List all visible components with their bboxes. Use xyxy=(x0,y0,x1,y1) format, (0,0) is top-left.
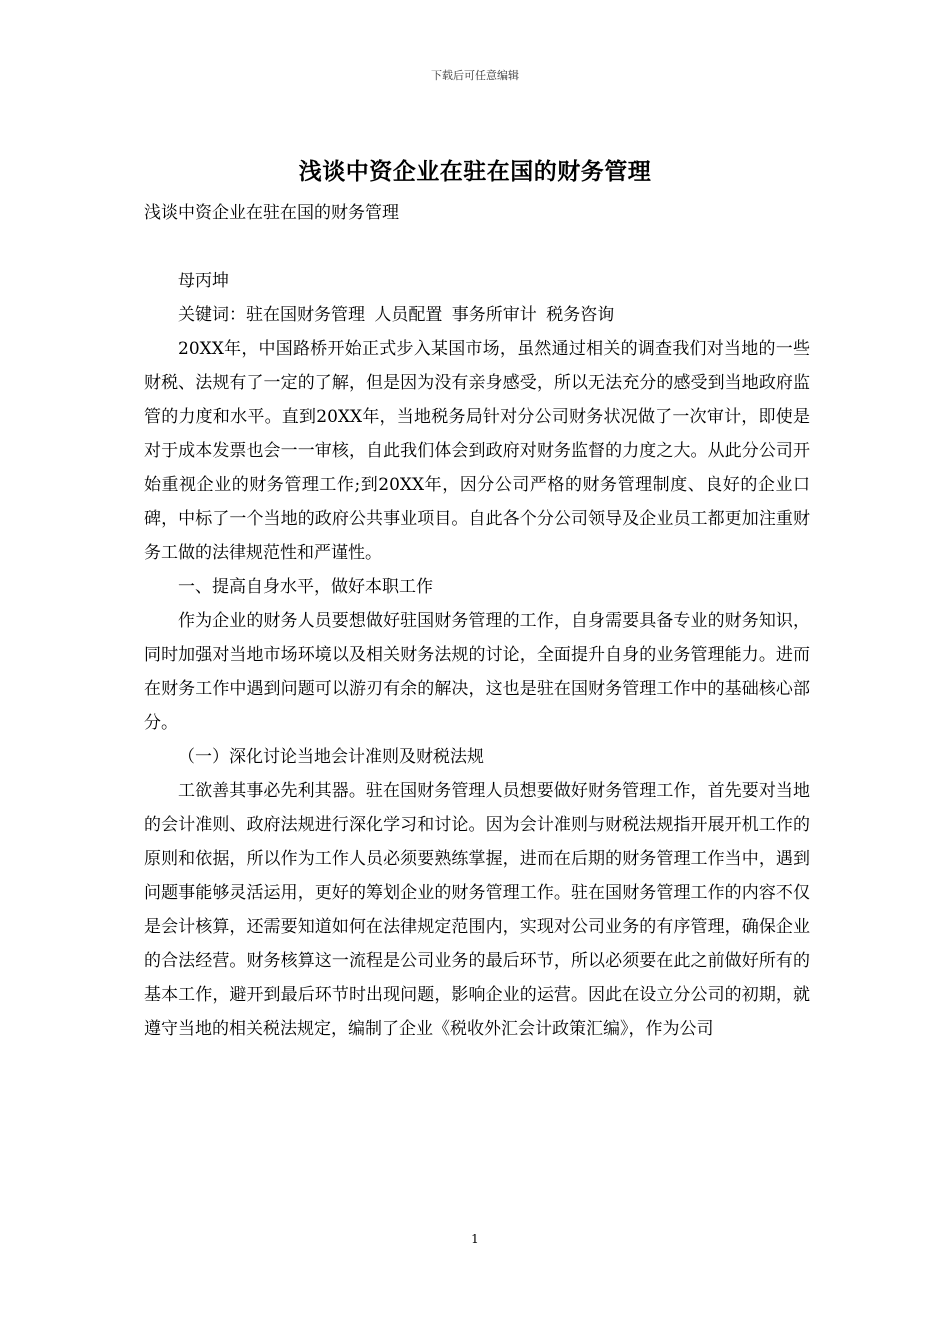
document-body xyxy=(144,196,810,1046)
paragraph: 20XX年，中国路桥开始正式步入某国市场，虽然通过相关的调查我们对当地的一些财税、法规有了一定的了解，但是因为没有亲身感受，所以无法充分的感受到当地政府监管的力度和水平。直到20XX年，当地税务局针对分公司财务状况做了一次审计，即使是对于成本发票也会一一审核，自此我们体会到政府对财务监督的力度之大。从此分公司开始重视企业的财务管理工作;到20XX年，因分公司严格的财务管理制度、良好的企业口碑，中标了一个当地的政府公共事业项目。自此各个分公司领导及企业员工都更加注重财务工做的法律规范性和严谨性。 xyxy=(144,339,810,563)
keywords-line: 关键词：驻在国财务管理 人员配置 事务所审计 税务咨询 xyxy=(178,305,615,325)
spacer xyxy=(144,230,810,264)
section-heading: 一、提高自身水平，做好本职工作 xyxy=(178,577,433,597)
subsection-heading: （一）深化讨论当地会计准则及财税法规 xyxy=(178,747,484,767)
author-name: 母丙坤 xyxy=(178,271,229,291)
document-subtitle: 浅谈中资企业在驻在国的财务管理 xyxy=(144,203,399,223)
paragraph: 作为企业的财务人员要想做好驻国财务管理的工作，自身需要具备专业的财务知识，同时加强对当地市场环境以及相关财务法规的讨论，全面提升自身的业务管理能力。进而在财务工作中遇到问题可以游刃有余的解决，这也是驻在国财务管理工作中的基础核心部分。 xyxy=(144,611,810,733)
document-title: 浅谈中资企业在驻在国的财务管理 xyxy=(298,158,652,185)
page-number: 1 xyxy=(471,1232,479,1246)
paragraph: 工欲善其事必先利其器。驻在国财务管理人员想要做好财务管理工作，首先要对当地的会计准则、政府法规进行深化学习和讨论。因为会计准则与财税法规指开展开机工作的原则和依据，所以作为工作人员必须要熟练掌握，进而在后期的财务管理工作当中，遇到问题事能够灵活运用，更好的筹划企业的财务管理工作。驻在国财务管理工作的内容不仅是会计核算，还需要知道如何在法律规定范围内，实现对公司业务的有序管理，确保企业的合法经营。财务核算这一流程是公司业务的最后环节，所以必须要在此之前做好所有的基本工作，避开到最后环节时出现问题，影响企业的运营。因此在设立分公司的初期，就遵守当地的相关税法规定，编制了企业《税收外汇会计政策汇编》，作为公司 xyxy=(144,781,810,1039)
page-header: 下载后可任意编辑 xyxy=(431,69,519,82)
